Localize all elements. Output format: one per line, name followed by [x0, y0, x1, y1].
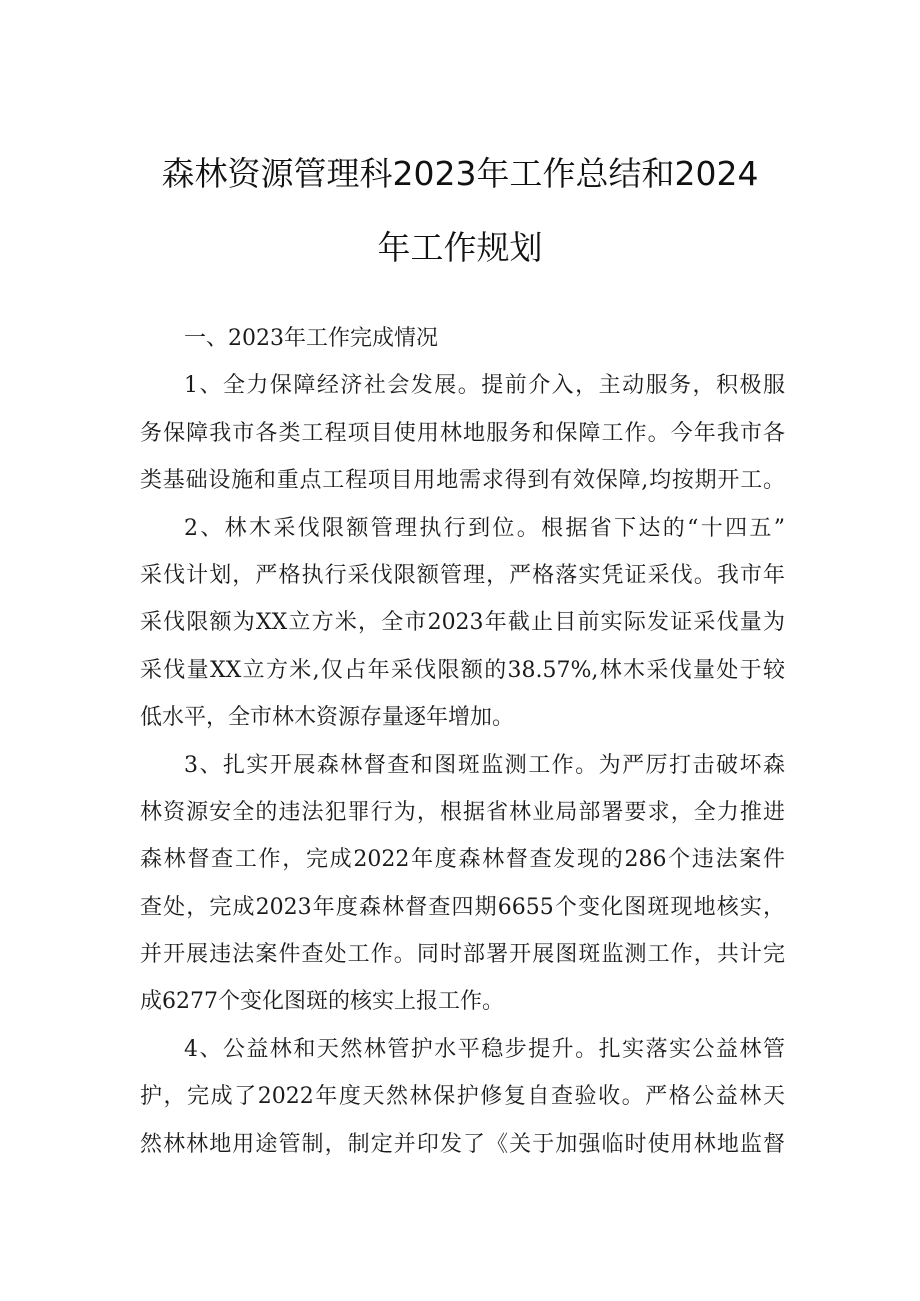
paragraph-line: 采伐量XX立方米,仅占年采伐限额的38.57%,林木采伐量处于较 [140, 657, 785, 683]
paragraph-line: 查处，完成2023年度森林督查四期6655个变化图斑现地核实， [140, 894, 785, 920]
paragraph-line: 3、扎实开展森林督查和图斑监测工作。为严厉打击破坏森 [184, 752, 785, 778]
document-title-line-2: 年工作规划 [377, 228, 543, 267]
paragraph-line: 成6277个变化图斑的核实上报工作。 [140, 989, 504, 1015]
paragraph-line: 然林林地用途管制，制定并印发了《关于加强临时使用林地监督 [140, 1131, 785, 1157]
paragraph-line: 护，完成了2022年度天然林保护修复自查验收。严格公益林天 [140, 1084, 785, 1110]
paragraph-line: 1、全力保障经济社会发展。提前介入，主动服务，积极服 [184, 373, 785, 399]
paragraph-line: 森林督查工作，完成2022年度森林督查发现的286个违法案件 [140, 847, 785, 873]
paragraph-line: 采伐限额为XX立方米，全市2023年截止目前实际发证采伐量为 [140, 610, 785, 636]
paragraph-line: 2、林木采伐限额管理执行到位。根据省下达的“十四五” [184, 515, 785, 541]
paragraph-line: 类基础设施和重点工程项目用地需求得到有效保障,均按期开工。 [140, 468, 785, 494]
document-title-line-1: 森林资源管理科2023年工作总结和2024 [161, 154, 759, 193]
paragraph-line: 采伐计划，严格执行采伐限额管理，严格落实凭证采伐。我市年 [140, 562, 785, 588]
paragraph-line: 并开展违法案件查处工作。同时部署开展图斑监测工作，共计完 [140, 942, 785, 968]
paragraph-line: 4、公益林和天然林管护水平稳步提升。扎实落实公益林管 [184, 1036, 785, 1062]
paragraph-line: 低水平，全市林木资源存量逐年增加。 [140, 705, 515, 731]
section-heading: 一、2023年工作完成情况 [184, 326, 438, 351]
document-body [140, 315, 785, 1168]
paragraph-line: 林资源安全的违法犯罪行为，根据省林业局部署要求，全力推进 [140, 799, 785, 825]
paragraph-line: 务保障我市各类工程项目使用林地服务和保障工作。今年我市各 [140, 420, 785, 446]
